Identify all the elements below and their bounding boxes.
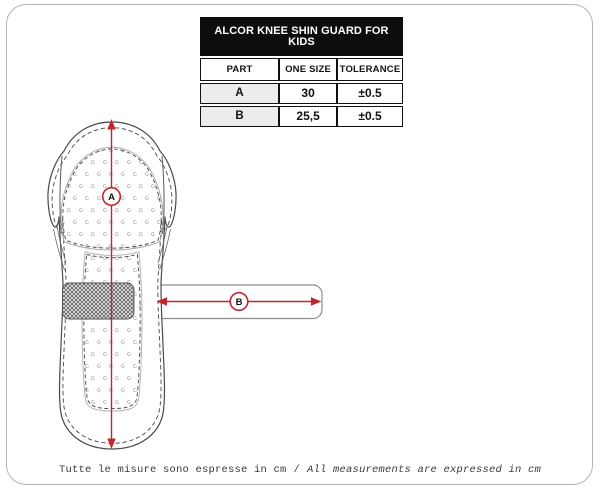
size-b-cell: 25,5 <box>279 106 337 127</box>
elastic-band <box>63 283 135 319</box>
tolerance-b-cell: ±0.5 <box>337 106 403 127</box>
caption <box>0 464 600 476</box>
column-header-one-size: ONE SIZE <box>279 58 337 81</box>
size-a-cell: 30 <box>279 83 337 104</box>
column-header-tolerance: TOLERANCE <box>337 58 403 81</box>
tolerance-a-cell: ±0.5 <box>337 83 403 104</box>
column-header-part: PART <box>200 58 279 81</box>
svg-text:A: A <box>108 192 115 203</box>
table-header-row <box>200 58 403 81</box>
part-b-cell: B <box>200 106 279 127</box>
part-a-cell: A <box>200 83 279 104</box>
dimension-label-b <box>230 293 248 311</box>
dimension-label-a <box>103 188 121 206</box>
table-title: ALCOR KNEE SHIN GUARD FOR KIDS <box>200 17 403 56</box>
caption-italian: Tutte le misure sono espresse in cm <box>58 464 287 476</box>
svg-text:B: B <box>235 297 243 308</box>
caption-english: All measurements are expressed in cm <box>307 464 542 476</box>
knee-guard-diagram <box>25 108 335 460</box>
slash-separator: / <box>293 464 300 476</box>
table-row-a <box>200 83 403 104</box>
